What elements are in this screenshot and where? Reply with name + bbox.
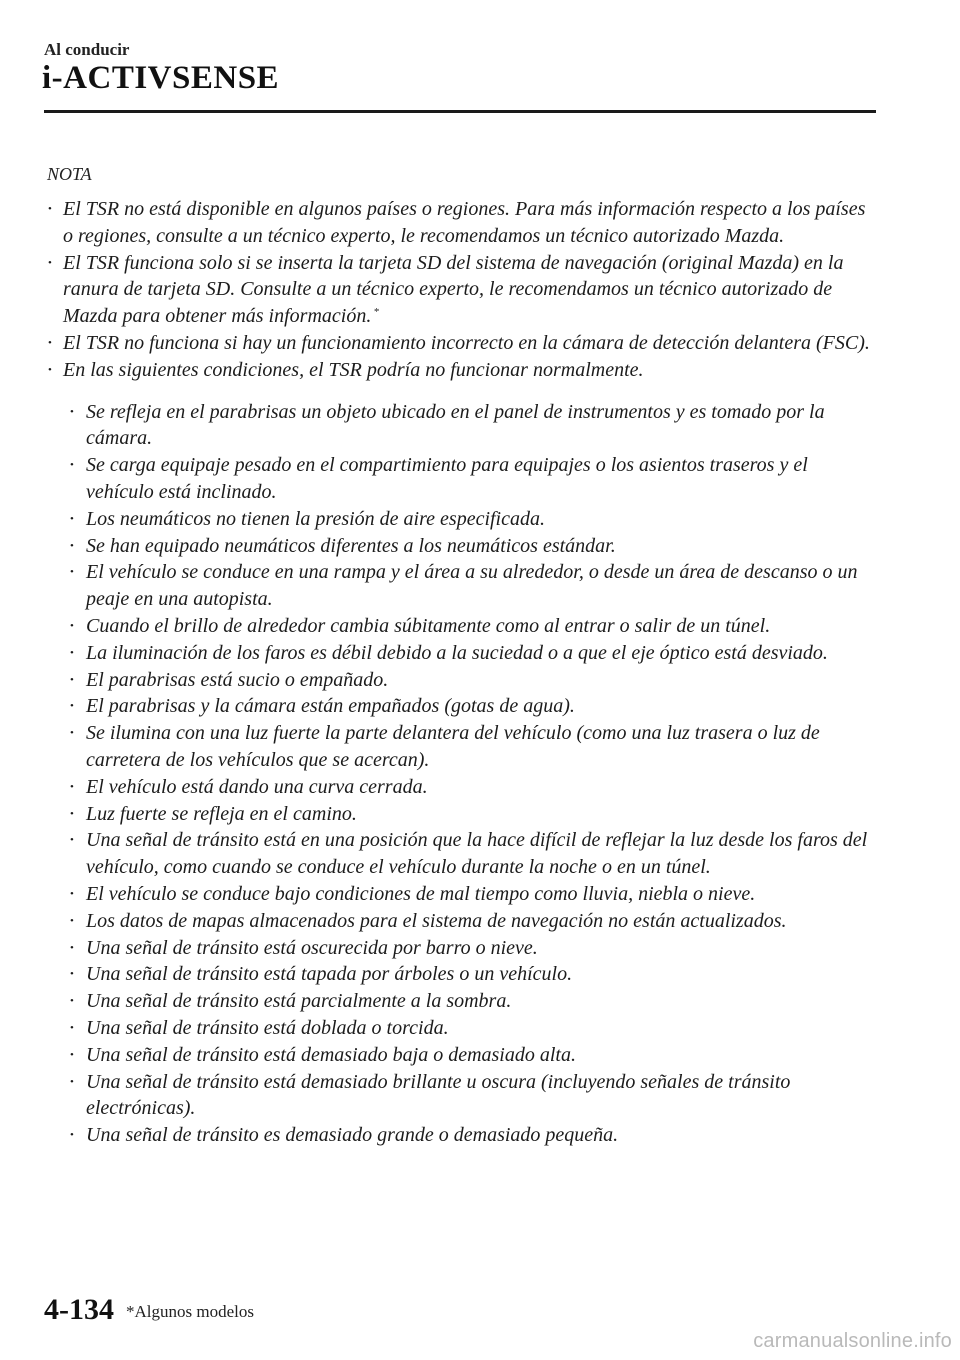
footnote-marker: * — [373, 306, 379, 319]
condition-item: • El vehículo se conduce en una rampa y el área a su alrededor, o desde un área de descanso o un peaje en una autopista. — [47, 559, 877, 613]
condition-item: • El vehículo está dando una curva cerrada. — [47, 774, 877, 801]
chapter-title: i-ACTIVSENSE — [42, 60, 280, 96]
condition-item: • Una señal de tránsito está en una posición que la hace difícil de reflejar la luz desde los faros del vehículo, como cuando se conduce el vehículo durante la noche o en un túnel. — [47, 827, 877, 881]
note-item: • El TSR funciona solo si se inserta la tarjeta SD del sistema de navegación (original Mazda) en la ranura de tarjeta SD. Consulte a un técnico experto, le recomendamos un técnico autorizado de Mazda para obtener más información. * — [47, 250, 877, 330]
condition-item: • Una señal de tránsito está demasiado baja o demasiado alta. — [47, 1042, 877, 1069]
condition-item: • Luz fuerte se refleja en el camino. — [47, 801, 877, 828]
condition-item: • Una señal de tránsito está parcialmente a la sombra. — [47, 988, 877, 1015]
note-item: • El TSR no está disponible en algunos países o regiones. Para más información respecto a los países o regiones, consulte a un técnico experto, le recomendamos un técnico autorizado Mazda. — [47, 196, 877, 250]
condition-item: • Se carga equipaje pesado en el compartimiento para equipajes o los asientos traseros y el vehículo está inclinado. — [47, 452, 877, 506]
condition-item: • Una señal de tránsito está tapada por árboles o un vehículo. — [47, 961, 877, 988]
condition-item: • El vehículo se conduce bajo condiciones de mal tiempo como lluvia, niebla o nieve. — [47, 881, 877, 908]
section-label: Al conducir — [44, 40, 130, 59]
condition-item: • Una señal de tránsito está oscurecida por barro o nieve. — [47, 935, 877, 962]
condition-item: • El parabrisas y la cámara están empañados (gotas de agua). — [47, 693, 877, 720]
condition-item: • Los datos de mapas almacenados para el sistema de navegación no están actualizados. — [47, 908, 877, 935]
note-heading: NOTA — [47, 164, 92, 184]
condition-item: • Una señal de tránsito está doblada o torcida. — [47, 1015, 877, 1042]
note-item: • El TSR no funciona si hay un funcionamiento incorrecto en la cámara de detección delantera (FSC). — [47, 330, 877, 357]
condition-item: • La iluminación de los faros es débil debido a la suciedad o a que el eje óptico está desviado. — [47, 640, 877, 667]
condition-item: • Los neumáticos no tienen la presión de aire especificada. — [47, 506, 877, 533]
header-divider — [44, 110, 876, 113]
condition-item: • El parabrisas está sucio o empañado. — [47, 667, 877, 694]
note-content — [47, 196, 877, 1149]
condition-item: • Una señal de tránsito es demasiado grande o demasiado pequeña. — [47, 1122, 877, 1149]
footnote: *Algunos modelos — [126, 1302, 254, 1321]
condition-item: • Una señal de tránsito está demasiado brillante u oscura (incluyendo señales de tránsito electrónicas). — [47, 1069, 877, 1123]
condition-item: • Se han equipado neumáticos diferentes a los neumáticos estándar. — [47, 533, 877, 560]
condition-item: • Cuando el brillo de alrededor cambia súbitamente como al entrar o salir de un túnel. — [47, 613, 877, 640]
condition-item: • Se ilumina con una luz fuerte la parte delantera del vehículo (como una luz trasera o luz de carretera de los vehículos que se acercan). — [47, 720, 877, 774]
watermark: carmanualsonline.info — [753, 1330, 952, 1352]
conditions-list — [47, 399, 877, 1149]
note-list — [47, 196, 877, 384]
page-number: 4-134 — [44, 1293, 114, 1326]
note-item: • En las siguientes condiciones, el TSR podría no funcionar normalmente. — [47, 357, 877, 384]
condition-item: • Se refleja en el parabrisas un objeto ubicado en el panel de instrumentos y es tomado por la cámara. — [47, 399, 877, 453]
